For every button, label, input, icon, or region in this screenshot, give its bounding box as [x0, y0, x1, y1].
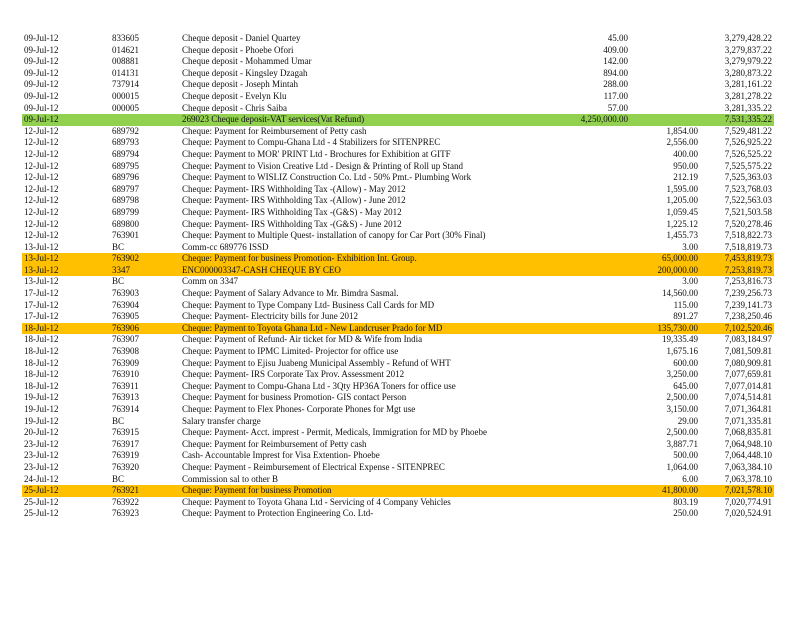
row-credit-amount — [575, 253, 630, 265]
row-balance: 7,063,384.10 — [724, 461, 772, 472]
row-debit-amount — [630, 91, 700, 103]
row-description: Comm-cc 689776 ISSD — [182, 241, 269, 252]
row-debit-amount — [630, 103, 700, 115]
row-date: 12-Jul-12 — [24, 206, 59, 217]
row-description: Cheque: Payment to Multiple Quest- installation of canopy for Car Port (30% Final) — [182, 230, 486, 241]
row-date: 19-Jul-12 — [24, 404, 59, 414]
row-description: Cheque: Payment to Vision Creative Ltd - Design & Printing of Roll up Stand — [182, 160, 464, 171]
row-date: 18-Jul-12 — [24, 369, 59, 380]
row-description: Cheque: Payment to Ejisu Juabeng Municipal Assembly - Refund of WHT — [182, 357, 451, 368]
row-credit-amount — [575, 485, 630, 497]
table-row — [22, 346, 774, 358]
row-description: Cheque: Payment to Compu-Ghana Ltd - 3Qty HP36A Toners for office use — [182, 380, 456, 391]
row-date: 17-Jul-12 — [24, 311, 59, 322]
table-row — [22, 137, 774, 149]
row-date: 13-Jul-12 — [24, 276, 59, 287]
row-balance: 7,064,948.10 — [724, 438, 772, 449]
row-debit-amount: 41,800.00 — [630, 485, 700, 497]
row-debit-amount: 135,730.00 — [630, 323, 700, 335]
row-debit-amount: 14,560.00 — [662, 288, 698, 299]
row-debit-amount: 803.19 — [673, 496, 698, 507]
row-description: Cheque: Payment- IRS Withholding Tax -(G&S) - May 2012 — [182, 206, 402, 217]
row-reference: 689793 — [112, 137, 139, 148]
row-credit-amount — [575, 137, 630, 149]
row-credit-amount — [575, 416, 630, 428]
row-balance: 7,522,563.03 — [724, 195, 772, 206]
row-date: 12-Jul-12 — [24, 137, 59, 148]
row-date: 09-Jul-12 — [24, 33, 59, 43]
row-credit-amount — [575, 381, 630, 393]
row-reference: 689798 — [112, 195, 139, 206]
row-reference: 689799 — [112, 206, 139, 217]
row-credit-amount — [575, 219, 630, 231]
row-description: ENC000003347-CASH CHEQUE BY CEO — [180, 265, 575, 277]
row-balance: 7,518,819.73 — [724, 241, 772, 252]
table-row — [22, 45, 774, 57]
row-reference: 763908 — [112, 346, 139, 357]
row-date: 13-Jul-12 — [22, 253, 110, 265]
row-balance: 7,525,363.03 — [724, 172, 772, 183]
row-description: Comm on 3347 — [182, 276, 239, 287]
row-balance: 7,020,524.91 — [724, 508, 772, 519]
table-row — [22, 242, 774, 254]
row-credit-amount — [575, 288, 630, 300]
row-reference: 763922 — [112, 496, 139, 507]
table-row — [22, 427, 774, 439]
row-balance: 7,077,659.81 — [724, 369, 772, 380]
row-description: Cheque: Payment to Compu-Ghana Ltd - 4 Stabilizers for SITENPREC — [182, 137, 441, 148]
row-balance: 7,518,822.73 — [724, 230, 772, 241]
row-description: Cheque deposit - Kingsley Dzagah — [182, 67, 308, 78]
row-credit-amount — [575, 450, 630, 462]
table-row — [22, 439, 774, 451]
row-balance: 7,239,141.73 — [724, 299, 772, 310]
row-balance: 7,526,525.22 — [724, 148, 772, 159]
table-row — [22, 161, 774, 173]
row-balance: 7,529,481.22 — [724, 125, 772, 136]
row-credit-amount — [575, 149, 630, 161]
row-credit-amount: 409.00 — [603, 44, 628, 55]
row-credit-amount — [575, 207, 630, 219]
table-row — [22, 68, 774, 80]
row-reference: BC — [112, 473, 125, 484]
row-credit-amount — [575, 161, 630, 173]
row-balance: 7,453,819.73 — [700, 253, 774, 265]
row-credit-amount — [575, 508, 630, 520]
table-row — [22, 323, 774, 335]
table-row — [22, 149, 774, 161]
table-row — [22, 311, 774, 323]
row-debit-amount — [630, 33, 700, 45]
row-balance: 3,280,873.22 — [724, 67, 772, 78]
row-credit-amount — [575, 242, 630, 254]
row-description: Cheque: Payment - Reimbursement of Electrical Expense - SITENPREC — [182, 461, 445, 472]
row-credit-amount — [575, 427, 630, 439]
row-description: Cheque: Payment to IPMC Limited- Projector for office use — [182, 346, 399, 357]
row-reference: 000005 — [112, 102, 139, 113]
row-credit-amount: 57.00 — [607, 102, 628, 113]
row-reference: 763901 — [112, 230, 139, 241]
row-date: 09-Jul-12 — [24, 67, 59, 78]
row-date: 12-Jul-12 — [24, 172, 59, 183]
row-balance: 7,063,378.10 — [724, 473, 772, 484]
row-balance: 7,081,509.81 — [724, 346, 772, 357]
row-balance: 3,281,161.22 — [724, 79, 772, 90]
row-reference: 763914 — [112, 404, 139, 414]
table-row — [22, 91, 774, 103]
row-description: Cheque: Payment- Electricity bills for June 2012 — [182, 311, 358, 322]
table-row — [22, 172, 774, 184]
row-description: Cheque deposit - Daniel Quartey — [182, 33, 301, 43]
row-description: Cheque: Payment for Reimbursement of Petty cash — [182, 438, 367, 449]
row-date: 24-Jul-12 — [24, 473, 59, 484]
row-credit-amount — [575, 195, 630, 207]
transactions-body — [22, 33, 774, 520]
row-date: 12-Jul-12 — [24, 195, 59, 206]
table-row — [22, 253, 774, 265]
row-debit-amount: 400.00 — [673, 148, 698, 159]
table-row — [22, 126, 774, 138]
row-reference: 763923 — [112, 508, 139, 519]
row-balance: 7,021,578.10 — [700, 485, 774, 497]
row-date: 25-Jul-12 — [22, 485, 110, 497]
row-reference: BC — [112, 276, 125, 287]
row-balance: 7,077,014.81 — [724, 380, 772, 391]
table-row — [22, 381, 774, 393]
row-debit-amount: 29.00 — [677, 415, 698, 426]
row-description: 269023 Cheque deposit-VAT services(Vat Refund) — [180, 114, 575, 126]
row-balance: 7,080,909.81 — [724, 357, 772, 368]
row-debit-amount: 6.00 — [682, 473, 698, 484]
table-row — [22, 207, 774, 219]
transactions-table — [22, 33, 774, 520]
row-reference: 763902 — [110, 253, 180, 265]
row-balance: 7,253,819.73 — [700, 265, 774, 277]
row-description: Cheque: Payment- Acct. imprest - Permit, Medicals, Immigration for MD by Phoebe — [182, 427, 487, 438]
row-description: Cheque: Payment- IRS Withholding Tax -(Allow) - June 2012 — [182, 195, 406, 206]
row-credit-amount — [575, 346, 630, 358]
row-date: 13-Jul-12 — [22, 265, 110, 277]
row-description: Cheque: Payment to Toyota Ghana Ltd - Servicing of 4 Company Vehicles — [182, 496, 451, 507]
row-date: 12-Jul-12 — [24, 218, 59, 229]
row-date: 23-Jul-12 — [24, 438, 59, 449]
row-description: Cheque: Payment for business Promotion- GIS contact Person — [182, 392, 407, 403]
table-row — [22, 450, 774, 462]
table-row — [22, 103, 774, 115]
row-reference: 689795 — [112, 160, 139, 171]
row-credit-amount — [575, 404, 630, 416]
row-date: 09-Jul-12 — [24, 44, 59, 55]
row-balance: 7,239,256.73 — [724, 288, 772, 299]
row-credit-amount — [575, 126, 630, 138]
row-reference: 014131 — [112, 67, 139, 78]
row-date: 18-Jul-12 — [22, 323, 110, 335]
table-row — [22, 497, 774, 509]
table-row — [22, 219, 774, 231]
row-debit-amount: 65,000.00 — [630, 253, 700, 265]
row-debit-amount: 1,059.45 — [666, 206, 698, 217]
table-row — [22, 300, 774, 312]
row-reference: 689800 — [112, 218, 139, 229]
row-description: Cash- Accountable Imprest for Visa Extention- Phoebe — [182, 450, 380, 461]
row-debit-amount — [630, 114, 700, 126]
row-credit-amount — [575, 369, 630, 381]
row-reference: 763909 — [112, 357, 139, 368]
row-date: 18-Jul-12 — [24, 346, 59, 357]
row-debit-amount: 1,205.00 — [666, 195, 698, 206]
table-row — [22, 334, 774, 346]
row-balance: 3,279,979.22 — [724, 56, 772, 67]
row-description: Cheque: Payment to WISLIZ Construction Co. Ltd - 50% Pmt.- Plumbing Work — [182, 172, 472, 183]
row-reference: 3347 — [110, 265, 180, 277]
row-description: Cheque: Payment for business Promotion- Exhibition Int. Group. — [180, 253, 575, 265]
row-reference: 689792 — [112, 125, 139, 136]
table-row — [22, 369, 774, 381]
row-date: 23-Jul-12 — [24, 450, 59, 461]
row-reference: 689797 — [112, 183, 139, 194]
row-debit-amount — [630, 56, 700, 68]
row-debit-amount: 3.00 — [682, 241, 698, 252]
table-row — [22, 474, 774, 486]
row-date: 25-Jul-12 — [24, 508, 59, 519]
row-date: 09-Jul-12 — [24, 102, 59, 113]
row-reference: 689794 — [112, 148, 139, 159]
row-reference: 008881 — [112, 56, 139, 67]
row-debit-amount: 2,556.00 — [666, 137, 698, 148]
table-row — [22, 404, 774, 416]
row-description: Cheque: Payment to Protection Engineering Co. Ltd- — [182, 508, 374, 519]
row-description: Cheque: Payment- IRS Corporate Tax Prov. Assessment 2012 — [182, 369, 405, 380]
row-description: Commission sal to other B — [182, 473, 279, 484]
table-row — [22, 508, 774, 520]
table-row — [22, 462, 774, 474]
row-balance: 7,064,448.10 — [724, 450, 772, 461]
row-description: Cheque: Payment to Toyota Ghana Ltd - New Landcruser Prado for MD — [180, 323, 575, 335]
row-description: Cheque: Payment- IRS Withholding Tax -(G&S) - June 2012 — [182, 218, 402, 229]
table-row — [22, 79, 774, 91]
table-row — [22, 265, 774, 277]
row-debit-amount: 3,150.00 — [666, 404, 698, 414]
table-row — [22, 114, 774, 126]
row-credit-amount: 45.00 — [607, 33, 628, 43]
table-row — [22, 392, 774, 404]
row-description: Cheque: Payment to Type Company Ltd- Business Call Cards for MD — [182, 299, 435, 310]
row-balance: 7,525,575.22 — [724, 160, 772, 171]
row-description: Cheque: Payment of Refund- Air ticket for MD & Wife from India — [182, 334, 423, 345]
row-date: 25-Jul-12 — [24, 496, 59, 507]
row-debit-amount: 2,500.00 — [666, 392, 698, 403]
row-reference: 763910 — [112, 369, 139, 380]
table-row — [22, 33, 774, 45]
row-date: 19-Jul-12 — [24, 415, 59, 426]
row-debit-amount: 3.00 — [682, 276, 698, 287]
row-debit-amount: 3,250.00 — [666, 369, 698, 380]
row-reference: 689796 — [112, 172, 139, 183]
row-date: 23-Jul-12 — [24, 461, 59, 472]
row-credit-amount: 288.00 — [603, 79, 628, 90]
table-row — [22, 416, 774, 428]
row-reference: 833605 — [112, 33, 139, 43]
table-row — [22, 485, 774, 497]
row-reference: 763904 — [112, 299, 139, 310]
row-date: 09-Jul-12 — [24, 79, 59, 90]
row-balance: 7,520,278.46 — [724, 218, 772, 229]
row-credit-amount — [575, 497, 630, 509]
row-balance: 3,279,837.22 — [724, 44, 772, 55]
row-balance: 7,531,335.22 — [700, 114, 774, 126]
row-credit-amount — [575, 172, 630, 184]
row-balance: 7,238,250.46 — [724, 311, 772, 322]
row-credit-amount — [575, 462, 630, 474]
row-balance: 7,074,514.81 — [724, 392, 772, 403]
row-reference: 763917 — [112, 438, 139, 449]
row-debit-amount: 212.19 — [673, 172, 698, 183]
row-description: Cheque deposit - Chris Saiba — [182, 102, 287, 113]
row-balance: 3,281,278.22 — [724, 90, 772, 101]
row-balance: 7,526,925.22 — [724, 137, 772, 148]
row-reference: BC — [112, 241, 125, 252]
row-date: 09-Jul-12 — [24, 90, 59, 101]
row-date: 18-Jul-12 — [24, 357, 59, 368]
row-debit-amount: 3,887.71 — [666, 438, 698, 449]
row-description: Salary transfer charge — [182, 415, 261, 426]
row-credit-amount: 894.00 — [603, 67, 628, 78]
row-credit-amount — [575, 276, 630, 288]
row-reference: 763913 — [112, 392, 139, 403]
row-debit-amount — [630, 45, 700, 57]
row-credit-amount — [575, 392, 630, 404]
table-row — [22, 358, 774, 370]
row-balance: 7,523,768.03 — [724, 183, 772, 194]
row-reference: 763905 — [112, 311, 139, 322]
table-row — [22, 276, 774, 288]
row-balance: 7,068,835.81 — [724, 427, 772, 438]
row-debit-amount: 1,595.00 — [666, 183, 698, 194]
row-description: Cheque: Payment- IRS Withholding Tax -(Allow) - May 2012 — [182, 183, 406, 194]
row-debit-amount — [630, 79, 700, 91]
row-description: Cheque: Payment for business Promotion — [180, 485, 575, 497]
row-reference: 737914 — [112, 79, 139, 90]
row-debit-amount: 1,675.16 — [666, 346, 698, 357]
row-date: 18-Jul-12 — [24, 334, 59, 345]
row-credit-amount: 117.00 — [603, 90, 628, 101]
table-row — [22, 56, 774, 68]
row-credit-amount — [575, 300, 630, 312]
row-debit-amount: 200,000.00 — [630, 265, 700, 277]
row-description: Cheque deposit - Phoebe Ofori — [182, 44, 294, 55]
table-row — [22, 230, 774, 242]
row-description: Cheque deposit - Mohammed Umar — [182, 56, 312, 67]
row-date: 12-Jul-12 — [24, 230, 59, 241]
row-credit-amount — [575, 439, 630, 451]
row-debit-amount: 1,225.12 — [666, 218, 698, 229]
row-debit-amount: 950.00 — [673, 160, 698, 171]
row-debit-amount: 600.00 — [673, 357, 698, 368]
row-debit-amount: 1,455.73 — [666, 230, 698, 241]
row-description: Cheque: Payment for Reimbursement of Petty cash — [182, 125, 367, 136]
row-date: 19-Jul-12 — [24, 392, 59, 403]
row-reference: BC — [112, 415, 125, 426]
row-date: 12-Jul-12 — [24, 148, 59, 159]
row-date: 13-Jul-12 — [24, 241, 59, 252]
table-row — [22, 288, 774, 300]
row-balance: 7,020,774.91 — [724, 496, 772, 507]
row-reference: 763921 — [110, 485, 180, 497]
row-debit-amount: 1,064.00 — [666, 461, 698, 472]
row-reference: 763915 — [112, 427, 139, 438]
row-reference: 763903 — [112, 288, 139, 299]
row-description: Cheque: Payment to Flex Phones- Corporate Phones for Mgt use — [182, 404, 416, 414]
row-reference — [110, 114, 180, 126]
row-date: 17-Jul-12 — [24, 288, 59, 299]
row-debit-amount: 1,854.00 — [666, 125, 698, 136]
row-credit-amount: 4,250,000.00 — [575, 114, 630, 126]
row-credit-amount — [575, 265, 630, 277]
row-description: Cheque: Payment of Salary Advance to Mr. Bimdra Sasmal. — [182, 288, 399, 299]
row-credit-amount — [575, 474, 630, 486]
row-balance: 7,083,184.97 — [724, 334, 772, 345]
row-date: 17-Jul-12 — [24, 299, 59, 310]
row-debit-amount: 2,500.00 — [666, 427, 698, 438]
row-reference: 763907 — [112, 334, 139, 345]
row-debit-amount: 19,335.49 — [662, 334, 698, 345]
row-debit-amount: 115.00 — [673, 299, 698, 310]
row-credit-amount — [575, 230, 630, 242]
row-date: 09-Jul-12 — [24, 56, 59, 67]
row-balance: 7,253,816.73 — [724, 276, 772, 287]
row-date: 12-Jul-12 — [24, 160, 59, 171]
table-row — [22, 195, 774, 207]
row-reference: 763911 — [112, 380, 139, 391]
row-credit-amount — [575, 358, 630, 370]
row-debit-amount: 645.00 — [673, 380, 698, 391]
row-description: Cheque deposit - Evelyn Klu — [182, 90, 287, 101]
row-balance: 7,071,335.81 — [724, 415, 772, 426]
row-reference: 763919 — [112, 450, 139, 461]
row-reference: 763920 — [112, 461, 139, 472]
row-description: Cheque: Payment to MOR' PRINT Ltd - Brochures for Exhibition at GITF — [182, 148, 451, 159]
row-date: 12-Jul-12 — [24, 125, 59, 136]
row-balance: 7,071,364.81 — [724, 404, 772, 414]
table-row — [22, 184, 774, 196]
row-date: 20-Jul-12 — [24, 427, 59, 438]
row-balance: 7,521,503.58 — [724, 206, 772, 217]
row-credit-amount — [575, 334, 630, 346]
row-description: Cheque deposit - Joseph Mintah — [182, 79, 298, 90]
row-credit-amount — [575, 184, 630, 196]
bank-statement — [22, 33, 774, 520]
row-credit-amount — [575, 323, 630, 335]
row-credit-amount: 142.00 — [603, 56, 628, 67]
row-balance: 7,102,520.46 — [700, 323, 774, 335]
row-reference: 014621 — [112, 44, 139, 55]
row-debit-amount: 891.27 — [673, 311, 698, 322]
row-reference: 000015 — [112, 90, 139, 101]
row-balance: 3,281,335.22 — [724, 102, 772, 113]
row-date: 18-Jul-12 — [24, 380, 59, 391]
row-reference: 763906 — [110, 323, 180, 335]
row-balance: 3,279,428.22 — [724, 33, 772, 43]
row-debit-amount — [630, 68, 700, 80]
row-debit-amount: 500.00 — [673, 450, 698, 461]
row-date: 09-Jul-12 — [22, 114, 110, 126]
row-credit-amount — [575, 311, 630, 323]
row-date: 12-Jul-12 — [24, 183, 59, 194]
row-debit-amount: 250.00 — [673, 508, 698, 519]
